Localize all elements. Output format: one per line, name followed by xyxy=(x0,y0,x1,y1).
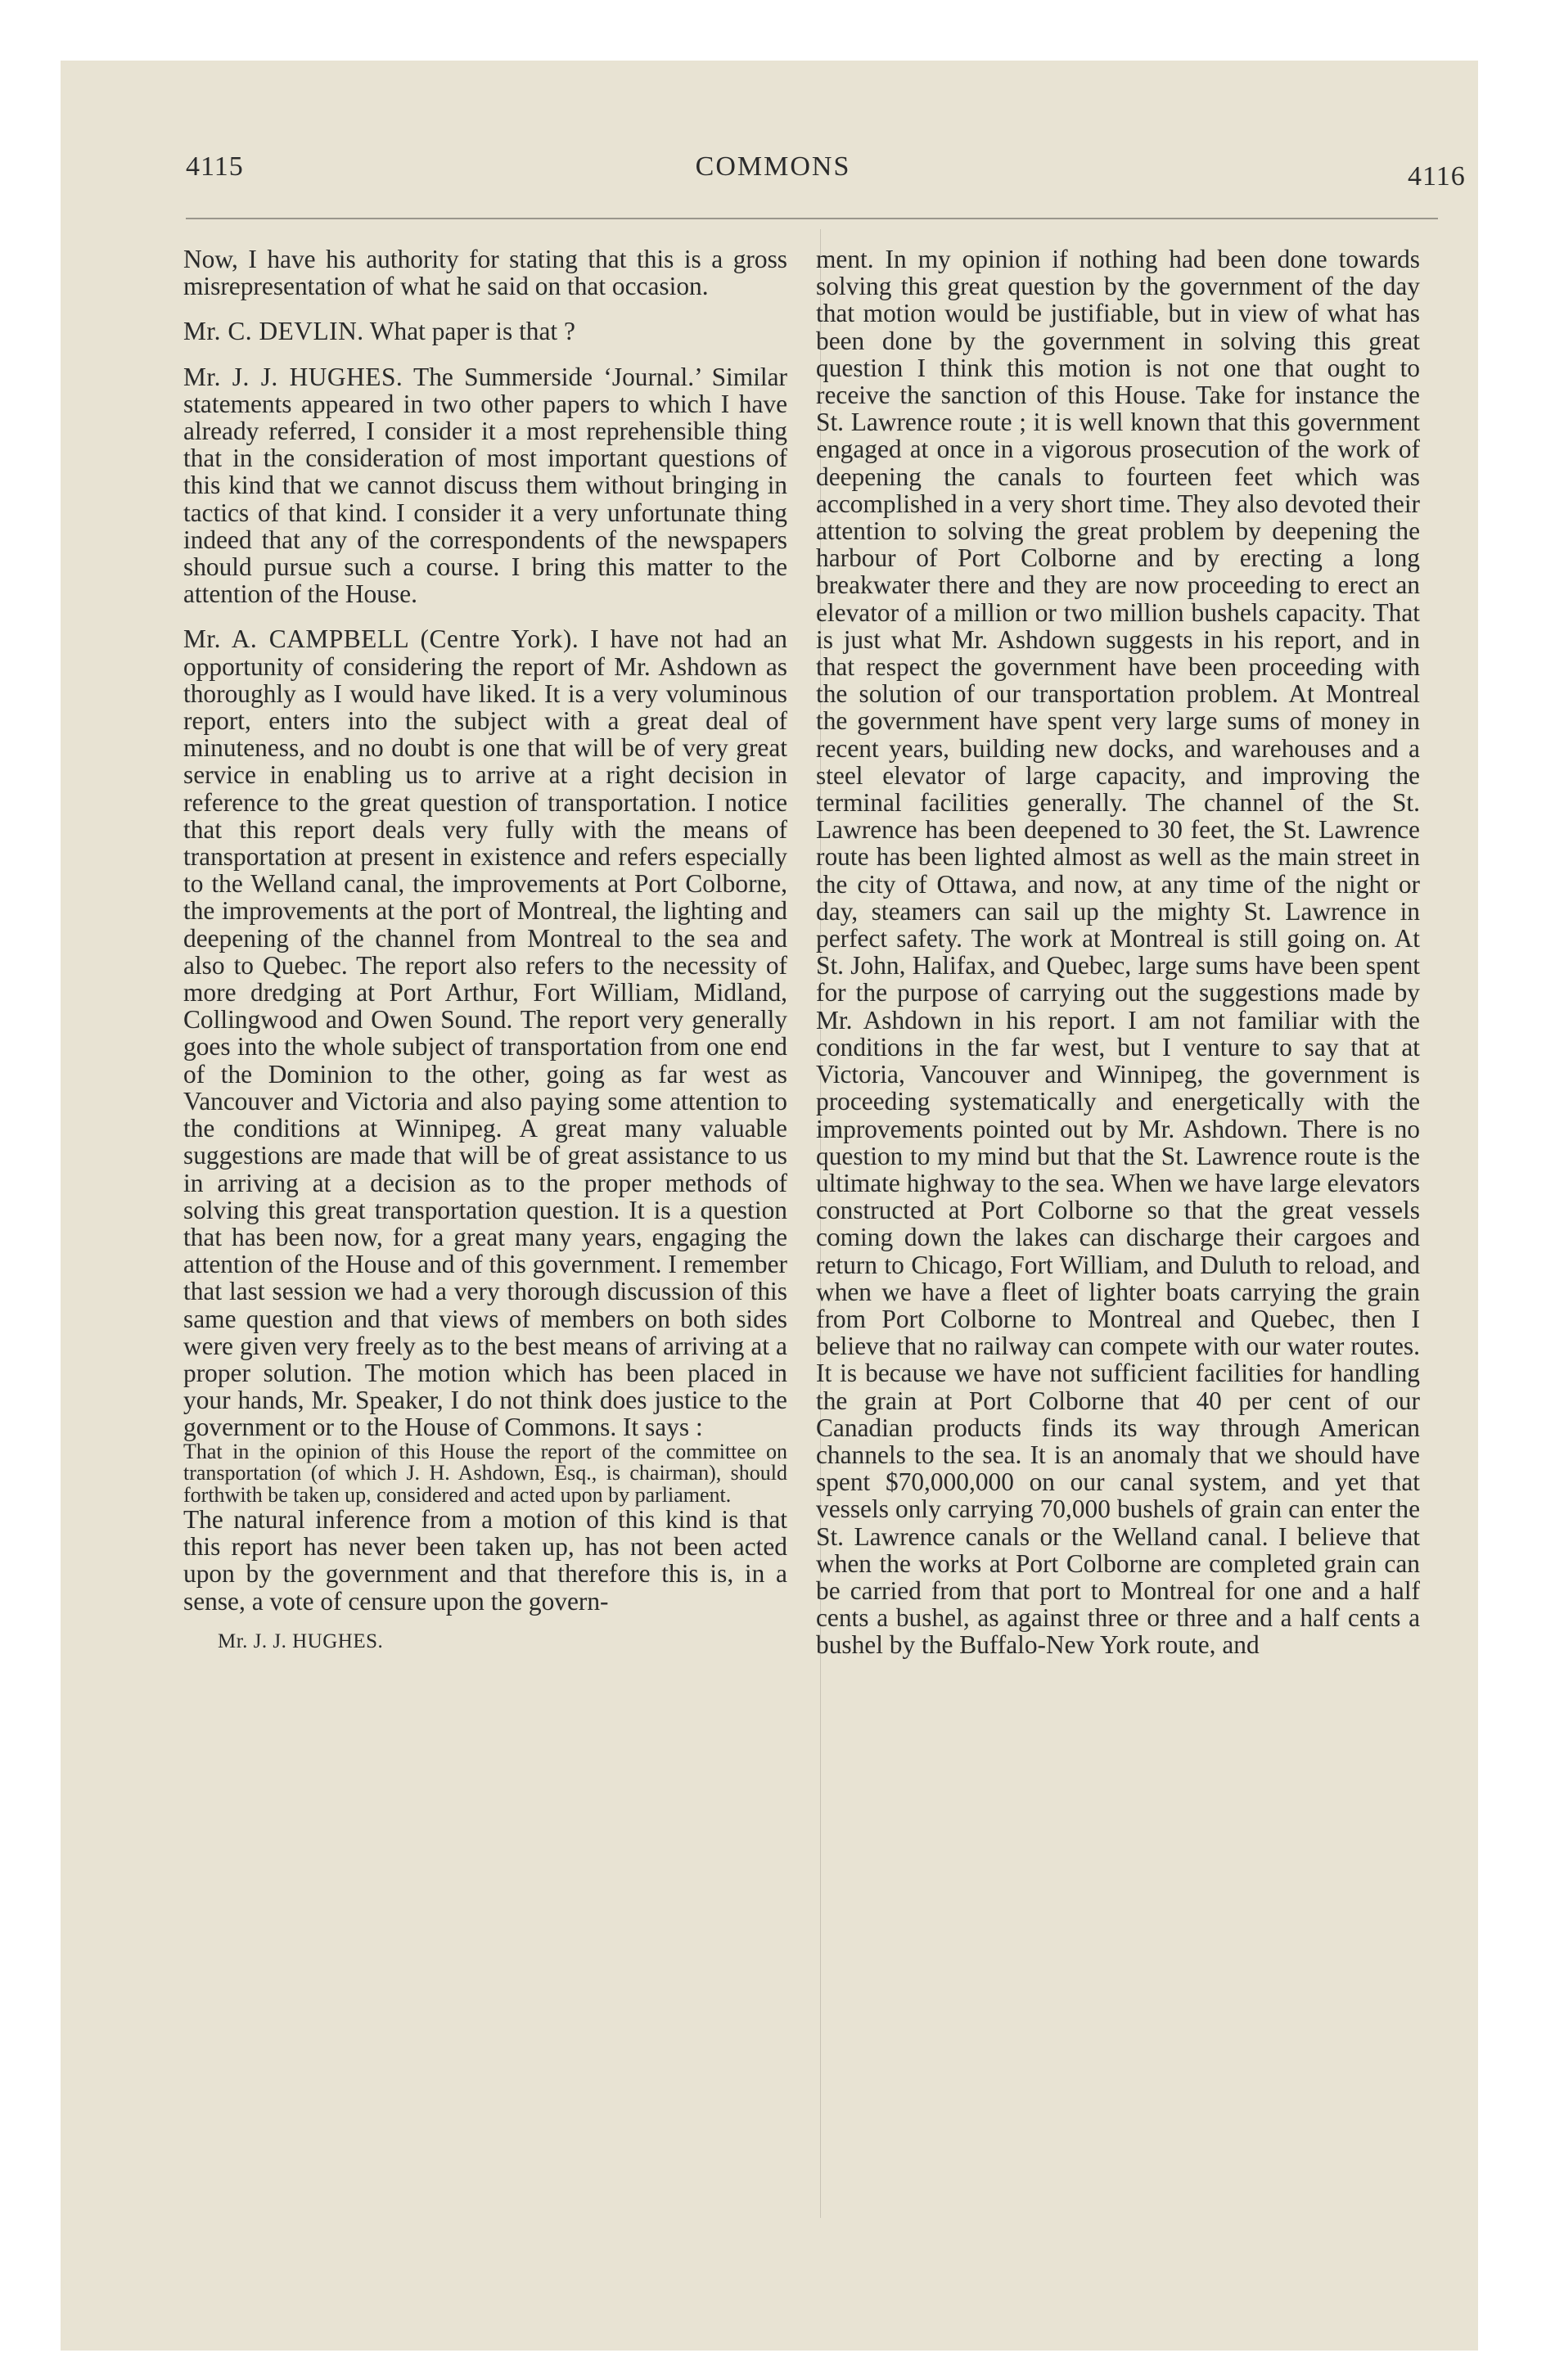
paragraph xyxy=(183,363,787,608)
paragraph: The natural inference from a motion of this kind is that this report has never been taken up, has not been acted upon by the government and that therefore this is, in a sense, a vote of censure upon the govern- xyxy=(183,1505,787,1616)
left-column xyxy=(183,246,787,1655)
speaker-name: Mr. C. DEVLIN. xyxy=(183,317,364,346)
speech-text: The Summerside ‘Journal.’ Similar statements appeared in two other papers to which I have already referred, I consider it a most reprehensible thing that in the consideration of most important questions of this kind that we cannot discuss them without bringing in tactics of that kind. I consider it a very unfortunate thing indeed that any of the correspondents of the newspapers should pursue such a course. I bring this matter to the attention of the House. xyxy=(183,362,787,609)
page-footer: Mr. J. J. HUGHES. xyxy=(218,1629,384,1652)
speaker-name: Mr. J. J. HUGHES. xyxy=(183,362,403,391)
speech-text: I have not had an opportunity of considering the report of Mr. Ashdown as thoroughly as I would have liked. It is a very voluminous report, enters into the subject with a great deal of minuteness, and no doubt is one that will be of very great service in enabling us to arrive at a right decision in reference to the great question of transportation. I notice that this report deals very fully with the means of transportation at present in existence and refers especially to the Welland canal, the improvements at Port Colborne, the improvements at the port of Montreal, the lighting and deepening of the channel from Montreal to the sea and also to Quebec. The report also refers to the necessity of more dredging at Port Arthur, Fort William, Midland, Collingwood and Owen Sound. The report very generally goes into the whole subject of transportation from one end of the Dominion to the other, going as far west as Vancouver and Victoria and also paying some attention to the conditions at Winnipeg. A great many valuable suggestions are made that will be of great assistance to us in arriving at a decision as to the proper methods of solving this great transportation question. It is a question that has been now, for a great many years, engaging the attention of the House and of this government. I remember that last session we had a very thorough discussion of this same question and that views of members on both sides were given very freely as to the best means of arriving at a proper solution. The motion which has been placed in your hands, Mr. Speaker, I do not think does justice to the government or to the House of Commons. It says : xyxy=(183,624,787,1442)
paragraph: Now, I have his authority for stating that this is a gross misrepresentation of what he said on that occasion. xyxy=(183,245,787,301)
header-rule xyxy=(186,218,1438,219)
paragraph: ment. In my opinion if nothing had been done towards solving this great question by the government of the day that motion would be justifiable, but in view of what has been done by the government in solving this great question I think this motion is not one that ought to receive the sanction of this House. Take for instance the St. Lawrence route ; it is well known that this government engaged at once in a vigorous prosecution of the work of deepening the canals to fourteen feet which was accomplished in a very short time. They also devoted their attention to solving the great problem by deepening the harbour of Port Colborne and by erecting a long breakwater there and they are now proceeding to erect an elevator of a million or two million bushels capacity. That is just what Mr. Ashdown suggests in his report, and in that respect the government have been proceeding with the solution of our transportation problem. At Montreal the government have spent very large sums of money in recent years, building new docks, and warehouses and a steel elevator of large capacity, and improving the terminal facilities generally. The channel of the St. Lawrence has been deepened to 30 feet, the St. Lawrence route has been lighted almost as well as the main street in the city of Ottawa, and now, at any time of the night or day, steamers can sail up the mighty St. Lawrence in perfect safety. The work at Montreal is still going on. At St. John, Halifax, and Quebec, large sums have been spent for the purpose of carrying out the suggestions made by Mr. Ashdown in his report. I am not familiar with the conditions in the far west, but I venture to say that at Victoria, Vancouver and Winnipeg, the government is proceeding systematically and energetically with the improvements pointed out by Mr. Ashdown. There is no question to my mind but that the St. Lawrence route is the ultimate highway to the sea. When we have large elevators constructed at Port Colborne so that the great vessels coming down the lakes can discharge their cargoes and return to Chicago, Fort William, and Duluth to reload, and when we have a fleet of lighter boats carrying the grain from Port Colborne to Montreal and Quebec, then I believe that no railway can compete with our water routes. It is because we have not sufficient facilities for handling the grain at Port Colborne that 40 per cent of our Canadian products finds its way through American channels to the sea. It is an anomaly that we should have spent $70,000,000 on our canal system, and yet that vessels only carrying 70,000 bushels of grain can enter the St. Lawrence canals or the Welland canal. I believe that when the works at Port Colborne are completed grain can be carried from that port to Montreal for one and a half cents a bushel, as against three or three and a half cents a bushel by the Buffalo-New York route, and xyxy=(816,245,1421,1660)
left-page-number: 4115 xyxy=(186,151,244,182)
right-page-number: 4116 xyxy=(1408,161,1466,192)
paragraph xyxy=(183,318,787,345)
paragraph xyxy=(183,625,787,1440)
block-quote: That in the opinion of this House the report of the committee on transportation (of which J. H. Ashdown, Esq., is chairman), should forthwith be taken up, considered and acted upon by parliament. xyxy=(183,1439,787,1507)
speaker-name: Mr. A. CAMPBELL (Centre York). xyxy=(183,624,579,654)
speech-text: What paper is that ? xyxy=(369,317,575,346)
page-header-title: COMMONS xyxy=(695,151,851,182)
right-column xyxy=(816,246,1420,1659)
